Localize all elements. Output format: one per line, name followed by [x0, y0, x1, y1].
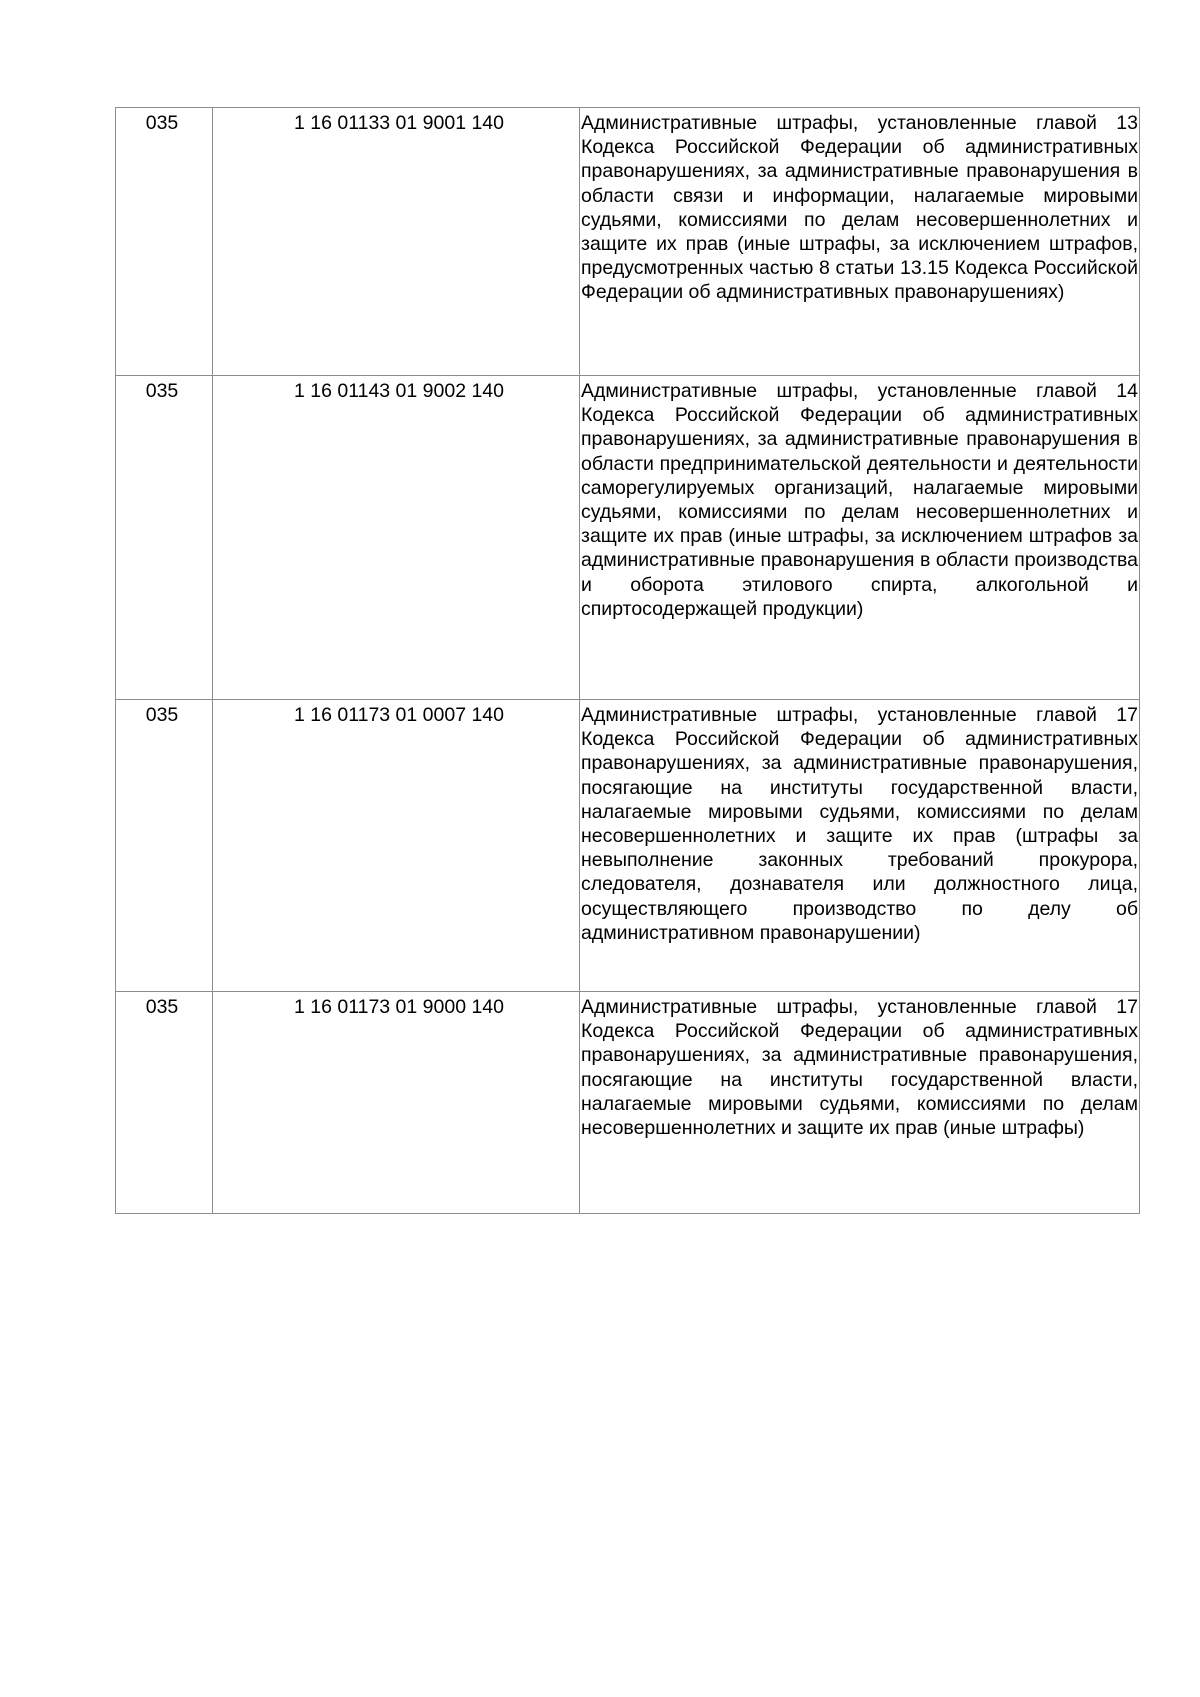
budget-classification-table: [115, 107, 1140, 1214]
table-row: [116, 992, 1140, 1214]
admin-code-cell: 035: [116, 700, 213, 992]
kbk-code-cell: 1 16 01173 01 0007 140: [213, 700, 580, 992]
kbk-code-cell: 1 16 01143 01 9002 140: [213, 376, 580, 700]
table-row: [116, 108, 1140, 376]
kbk-code-cell: 1 16 01173 01 9000 140: [213, 992, 580, 1214]
admin-code-cell: 035: [116, 108, 213, 376]
admin-code-cell: 035: [116, 992, 213, 1214]
admin-code-cell: 035: [116, 376, 213, 700]
table-row: [116, 376, 1140, 700]
description-cell: Административные штрафы, установленные главой 14 Кодекса Российской Федерации об административных правонарушениях, за административные правонарушения в области предпринимательской деятельности и деятельности саморегулируемых организаций, налагаемые мировыми судьями, комиссиями по делам несовершеннолетних и защите их прав (иные штрафы, за исключением штрафов за административные правонарушения в области производства и оборота этилового спирта, алкогольной и спиртосодержащей продукции): [580, 376, 1140, 700]
kbk-code-cell: 1 16 01133 01 9001 140: [213, 108, 580, 376]
description-cell: Административные штрафы, установленные главой 17 Кодекса Российской Федерации об административных правонарушениях, за административные правонарушения, посягающие на институты государственной власти, налагаемые мировыми судьями, комиссиями по делам несовершеннолетних и защите их прав (иные штрафы): [580, 992, 1140, 1214]
table-row: [116, 700, 1140, 992]
description-cell: Административные штрафы, установленные главой 17 Кодекса Российской Федерации об административных правонарушениях, за административные правонарушения, посягающие на институты государственной власти, налагаемые мировыми судьями, комиссиями по делам несовершеннолетних и защите их прав (штрафы за невыполнение законных требований прокурора, следователя, дознавателя или должностного лица, осуществляющего производство по делу об административном правонарушении): [580, 700, 1140, 992]
description-cell: Административные штрафы, установленные главой 13 Кодекса Российской Федерации об административных правонарушениях, за административные правонарушения в области связи и информации, налагаемые мировыми судьями, комиссиями по делам несовершеннолетних и защите их прав (иные штрафы, за исключением штрафов, предусмотренных частью 8 статьи 13.15 Кодекса Российской Федерации об административных правонарушениях): [580, 108, 1140, 376]
